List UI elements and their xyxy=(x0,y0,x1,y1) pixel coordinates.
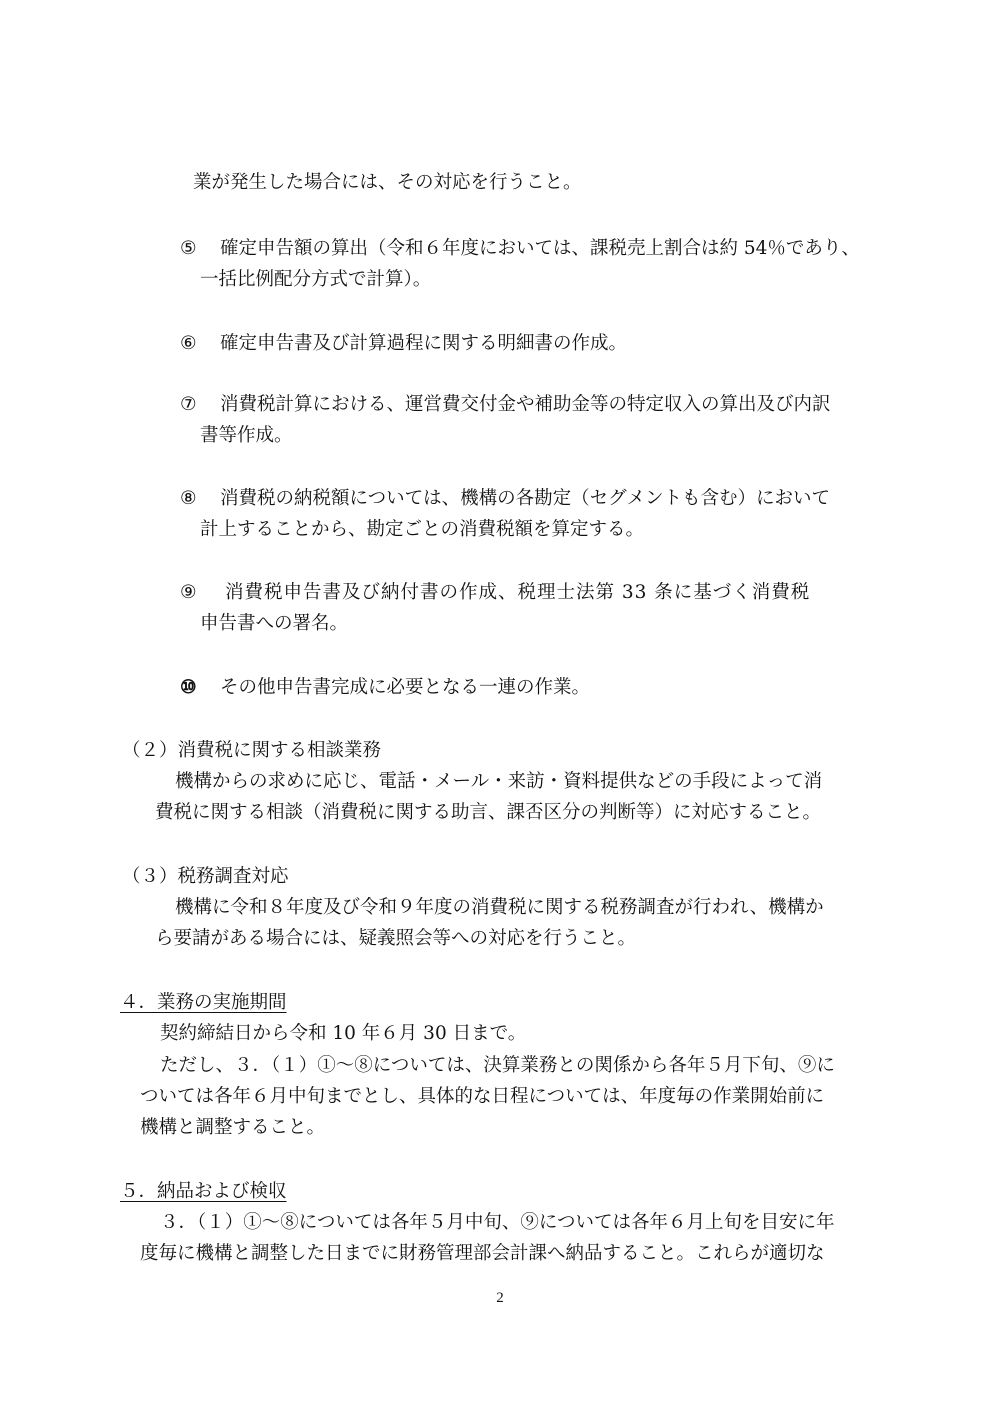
paragraph-line: ただし、３．（１）①～⑧については、決算業務との関係から各年５月下旬、⑨に xyxy=(160,1055,835,1076)
item-number: ⑨ xyxy=(180,582,197,603)
item-text-line1: 消費税申告書及び納付書の作成、税理士法第 33 条に基づく消費税 xyxy=(225,582,811,603)
paragraph-line: 契約締結日から令和 10 年６月 30 日まで。 xyxy=(160,1023,527,1044)
item-text-line1: 確定申告額の算出（令和６年度においては、課税売上割合は約 54％であり、 xyxy=(220,238,860,259)
item-text-line2: 一括比例配分方式で計算）。 xyxy=(200,269,432,290)
item-text-line2: 申告書への署名。 xyxy=(200,613,349,634)
continuation-line: 業が発生した場合には、その対応を行うこと。 xyxy=(193,172,582,193)
paragraph-line: 費税に関する相談（消費税に関する助言、課否区分の判断等）に対応すること。 xyxy=(155,802,822,823)
item-text-line1: 消費税計算における、運営費交付金や補助金等の特定収入の算出及び内訳 xyxy=(220,394,831,415)
section-heading: ４．業務の実施期間 xyxy=(120,992,287,1013)
item-number: ⑩ xyxy=(180,677,197,698)
paragraph-line: 機構からの求めに応じ、電話・メール・来訪・資料提供などの手段によって消 xyxy=(175,771,823,792)
item-text-line2: 書等作成。 xyxy=(200,425,293,446)
page-number: 2 xyxy=(496,1290,504,1306)
section-heading: （２）消費税に関する相談業務 xyxy=(122,740,382,761)
item-text-line1: 確定申告書及び計算過程に関する明細書の作成。 xyxy=(220,333,628,354)
item-text-line1: 消費税の納税額については、機構の各勘定（セグメントも含む）において xyxy=(220,488,830,509)
paragraph-line: ついては各年６月中旬までとし、具体的な日程については、年度毎の作業開始前に xyxy=(140,1086,825,1107)
paragraph-line: ３．（１）①～⑧については各年５月中旬、⑨については各年６月上旬を目安に年 xyxy=(160,1212,835,1233)
item-text-line2: 計上することから、勘定ごとの消費税額を算定する。 xyxy=(200,519,645,540)
item-number: ⑥ xyxy=(180,333,197,354)
section-heading: （３）税務調査対応 xyxy=(122,866,289,887)
item-number: ⑦ xyxy=(180,394,197,415)
section-heading: ５．納品および検収 xyxy=(120,1181,287,1202)
item-text-line1: その他申告書完成に必要となる一連の作業。 xyxy=(220,677,591,698)
paragraph-line: 機構に令和８年度及び令和９年度の消費税に関する税務調査が行われ、機構か xyxy=(175,897,824,918)
item-number: ⑧ xyxy=(180,488,197,509)
paragraph-line: 機構と調整すること。 xyxy=(140,1117,326,1138)
paragraph-line: ら要請がある場合には、疑義照会等への対応を行うこと。 xyxy=(155,928,637,949)
paragraph-line: 度毎に機構と調整した日までに財務管理部会計課へ納品すること。これらが適切な xyxy=(140,1243,825,1264)
item-number: ⑤ xyxy=(180,238,197,259)
